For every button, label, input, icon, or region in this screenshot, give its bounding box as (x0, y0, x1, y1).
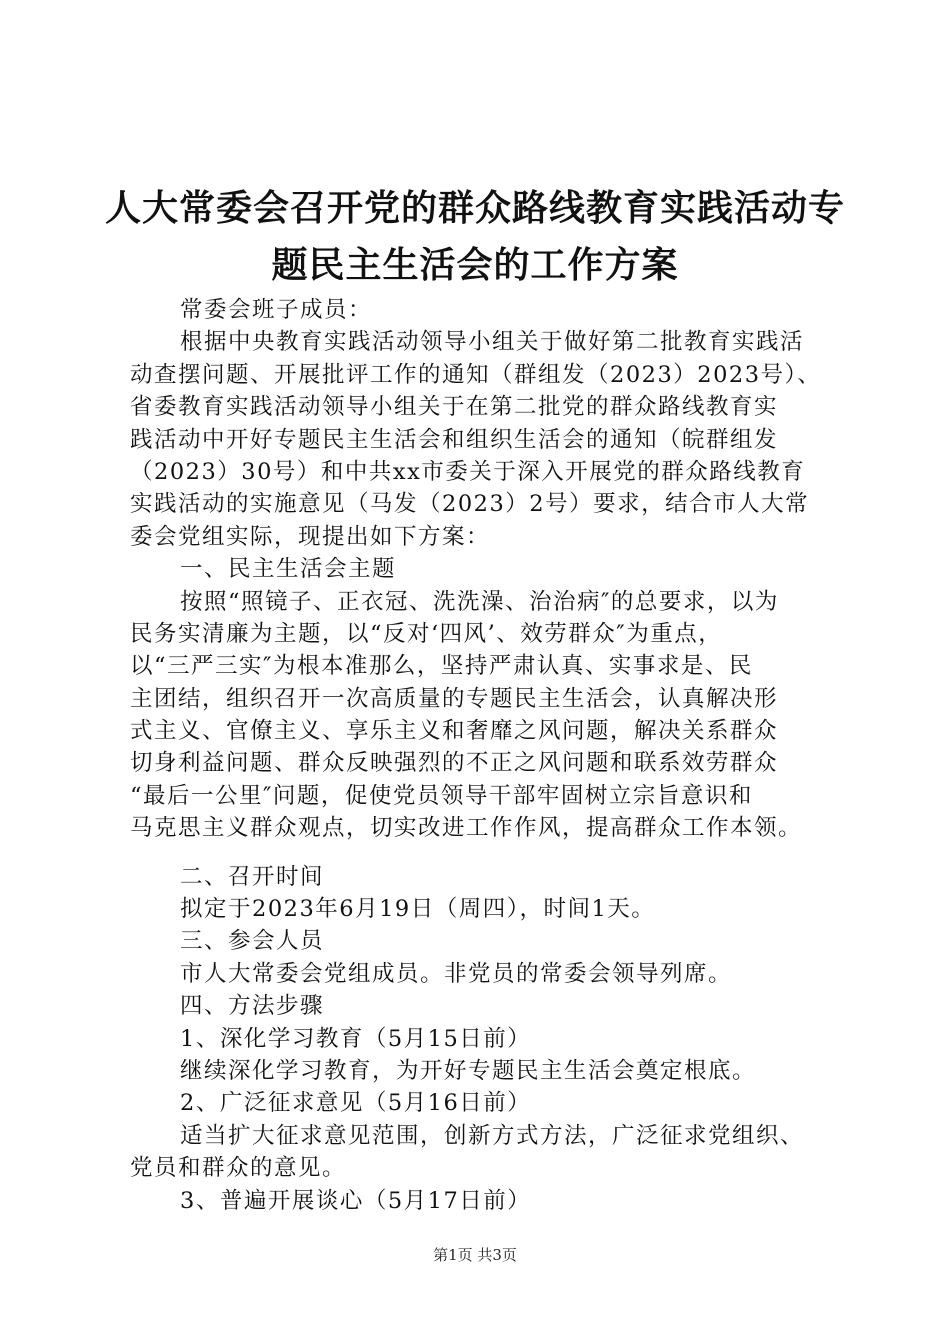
section-heading-time: 二、召开时间 (180, 863, 325, 890)
meeting-time-text: 拟定于2023年6月19日（周四），时间1天。 (180, 896, 656, 923)
page-footer: 第1页 共3页 (433, 1246, 517, 1264)
intro-paragraph-line: 实践活动的实施意见（马发（2023）2号）要求，结合市人大常 (130, 491, 810, 518)
theme-paragraph-line: 主团结，组织召开一次高质量的专题民主生活会，认真解决形 (130, 685, 779, 712)
section-heading-theme: 一、民主生活会主题 (180, 556, 397, 583)
document-body (130, 294, 830, 1217)
intro-paragraph-line: 践活动中开好专题民主生活会和组织生活会的通知（皖群组发 (130, 426, 779, 453)
paragraph-spacer (130, 845, 830, 861)
document-title-line-2: 题民主生活会的工作方案 (271, 245, 679, 286)
step-2-text-line: 适当扩大征求意见范围，创新方式方法，广泛征求党组织、 (180, 1122, 805, 1149)
theme-paragraph-line: “最后一公里″问题，促使党员领导干部牢固树立宗旨意识和 (130, 782, 753, 809)
intro-paragraph-line: （2023）30号）和中共xx市委关于深入开展党的群众路线教育 (130, 458, 806, 485)
step-1-text: 继续深化学习教育，为开好专题民主生活会奠定根底。 (180, 1057, 757, 1084)
attendees-text: 市人大常委会党组成员。非党员的常委会领导列席。 (180, 960, 733, 987)
step-2-text-line: 党员和群众的意见。 (130, 1155, 347, 1182)
step-1-heading: 1、深化学习教育（5月15日前） (180, 1025, 532, 1052)
intro-paragraph-line: 委会党组实际，现提出如下方案： (130, 523, 491, 550)
document-title-line-1: 人大常委会召开党的群众路线教育实践活动专 (104, 188, 845, 229)
step-3-heading: 3、普遍开展谈心（5月17日前） (180, 1187, 532, 1214)
intro-paragraph-line: 根据中央教育实践活动领导小组关于做好第二批教育实践活 (180, 329, 805, 356)
theme-paragraph-line: 式主义、官僚主义、享乐主义和奢靡之风问题，解决关系群众 (130, 718, 779, 745)
intro-paragraph-line: 动查摆问题、开展批评工作的通知（群组发（2023）2023号）、 (130, 361, 822, 388)
step-2-heading: 2、广泛征求意见（5月16日前） (180, 1090, 532, 1117)
salutation: 常委会班子成员： (180, 297, 373, 323)
theme-paragraph-line: 以“三严三实″为根本准那么，坚持严肃认真、实事求是、民 (130, 653, 753, 680)
section-heading-steps: 四、方法步骤 (180, 993, 325, 1020)
intro-paragraph-line: 省委教育实践活动领导小组关于在第二批党的群众路线教育实 (130, 394, 779, 421)
theme-paragraph-line: 切身利益问题、群众反映强烈的不正之风问题和联系效劳群众 (130, 750, 779, 777)
section-heading-attendees: 三、参会人员 (180, 928, 325, 955)
theme-paragraph-line: 马克思主义群众观点，切实改进工作作风，提高群众工作本领。 (130, 815, 803, 842)
theme-paragraph-line: 民务实清廉为主题，以“反对‘四风’、效劳群众″为重点， (130, 620, 723, 647)
theme-paragraph-line: 按照“照镜子、正衣冠、洗洗澡、治治病″的总要求，以为 (180, 588, 779, 615)
